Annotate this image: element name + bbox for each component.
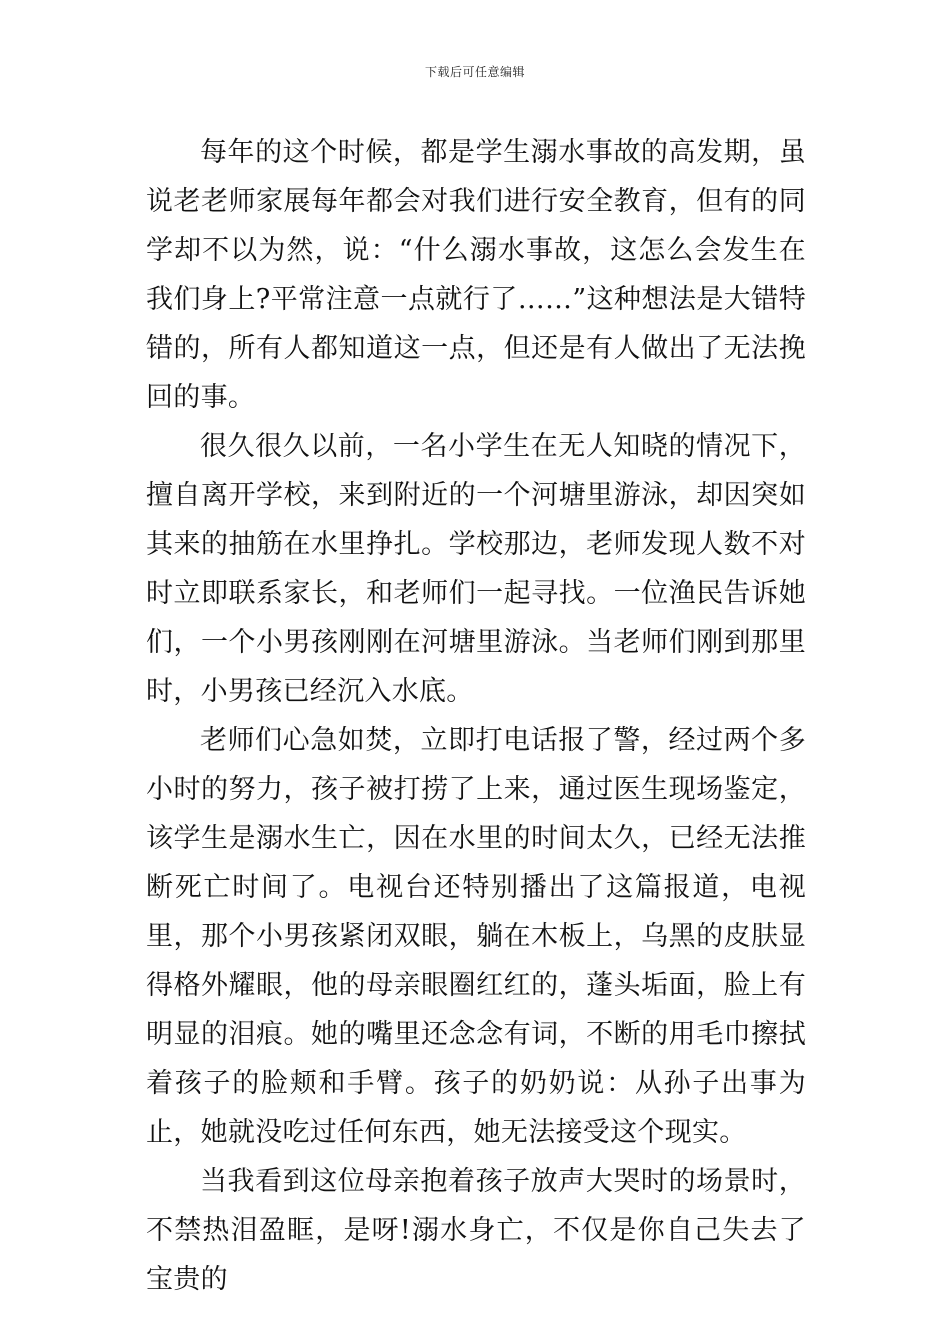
paragraph-4: 当我看到这位母亲抱着孩子放声大哭时的场景时，不禁热泪盈眶，是呀!溺水身亡，不仅是你自己失去了宝贵的	[146, 1166, 806, 1295]
document-body	[146, 128, 806, 1304]
paragraph-3: 老师们心急如焚，立即打电话报了警，经过两个多小时的努力，孩子被打捞了上来，通过医生现场鉴定，该学生是溺水生亡，因在水里的时间太久，已经无法推断死亡时间了。电视台还特别播出了这篇报道，电视里，那个小男孩紧闭双眼，躺在木板上，乌黑的皮肤显得格外耀眼，他的母亲眼圈红红的，蓬头垢面，脸上有明显的泪痕。她的嘴里还念念有词，不断的用毛巾擦拭着孩子的脸颊和手臂。孩子的奶奶说：从孙子出事为止，她就没吃过任何东西，她无法接受这个现实。	[146, 725, 806, 1148]
page-header: 下载后可任意编辑	[424, 65, 525, 79]
paragraph-2: 很久很久以前，一名小学生在无人知晓的情况下，擅自离开学校，来到附近的一个河塘里游泳，却因突如其来的抽筋在水里挣扎。学校那边，老师发现人数不对时立即联系家长，和老师们一起寻找。一位渔民告诉她们，一个小男孩刚刚在河塘里游泳。当老师们刚到那里时，小男孩已经沉入水底。	[146, 431, 806, 707]
paragraph-1: 每年的这个时候，都是学生溺水事故的高发期，虽说老老师家展每年都会对我们进行安全教育，但有的同学却不以为然，说：“什么溺水事故，这怎么会发生在我们身上?平常注意一点就行了……”这种想法是大错特错的，所有人都知道这一点，但还是有人做出了无法挽回的事。	[146, 137, 806, 413]
